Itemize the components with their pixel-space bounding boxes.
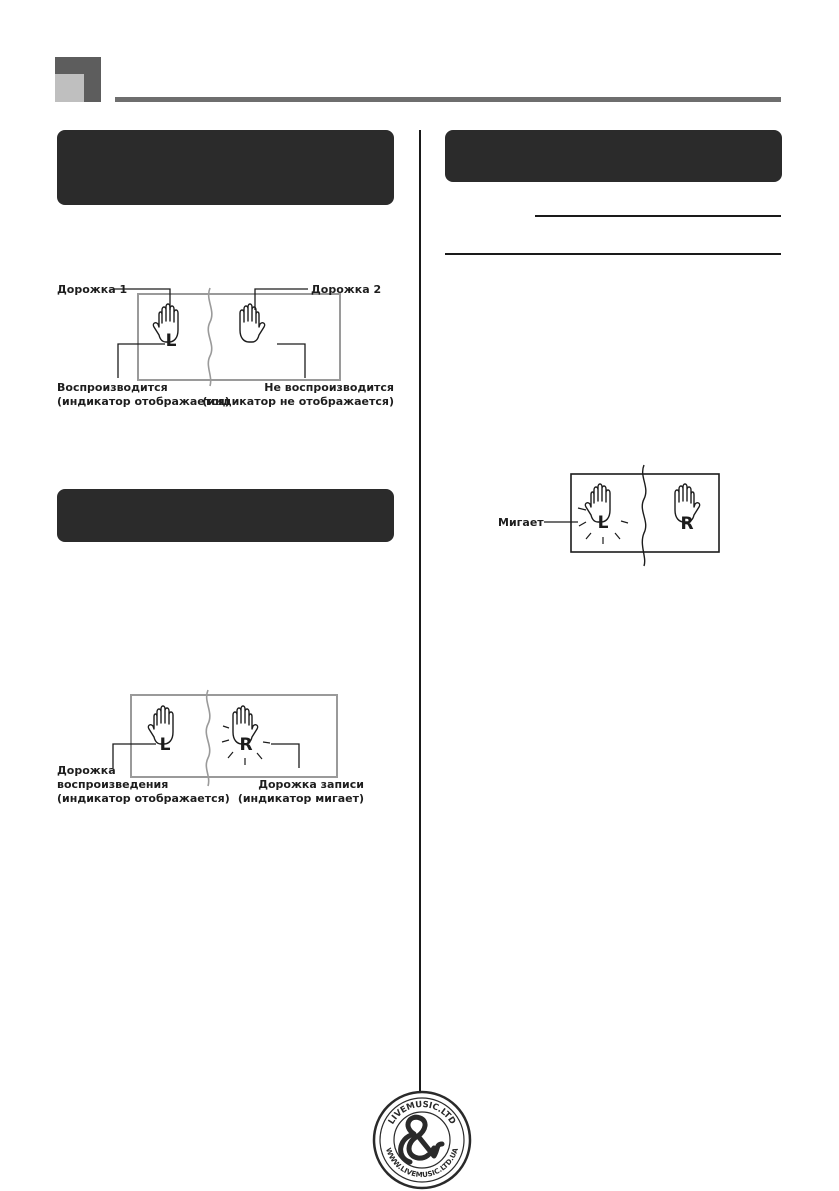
leader-record	[271, 744, 299, 768]
hand-letter-r: R	[680, 514, 694, 534]
wavy-separator	[642, 465, 646, 566]
track1-label: Дорожка 1	[57, 283, 128, 296]
hand-letter-l: L	[597, 513, 609, 533]
right-hand-icon	[240, 304, 265, 342]
hand-letter-l: L	[159, 735, 171, 755]
playback-label-line3: (индикатор отображается)	[57, 792, 230, 805]
leader-playing	[118, 344, 165, 378]
playback-label-line1: Дорожка	[57, 764, 116, 777]
wavy-separator	[208, 288, 212, 386]
section-title-bar-2	[57, 489, 394, 542]
leader-track2	[255, 289, 308, 310]
blink-label: Мигает	[498, 516, 544, 529]
section-title-bar-1	[57, 130, 394, 205]
header-square-light	[55, 74, 84, 102]
not-playing-label-line1: Не воспроизводится	[264, 381, 394, 394]
right-column-rule-short	[535, 215, 781, 217]
record-label-line1: Дорожка записи	[258, 778, 364, 791]
section-title-bar-3	[445, 130, 782, 182]
livemusic-watermark-seal	[372, 1090, 472, 1190]
watermark-bottom-text: WWW.LIVEMUSIC.LTD.UA	[383, 1146, 460, 1180]
column-divider	[419, 130, 421, 1095]
hand-letter-l: L	[165, 331, 177, 351]
leader-not-playing	[277, 344, 305, 378]
header-rule	[115, 97, 781, 102]
record-label-line2: (индикатор мигает)	[237, 792, 364, 805]
track2-label: Дорожка 2	[311, 283, 382, 296]
playing-label-line1: Воспроизводится	[57, 381, 168, 394]
playing-label-line2: (индикатор отображается)	[57, 395, 230, 408]
right-column-rule-long	[445, 253, 781, 255]
hand-letter-r: R	[239, 735, 253, 755]
leader-playback	[113, 744, 156, 768]
not-playing-label-line2: (индикатор не отображается)	[202, 395, 394, 408]
wavy-separator	[206, 690, 210, 786]
playback-label-line2: воспроизведения	[57, 778, 169, 791]
watermark-top-text: LIVEMUSIC.LTD	[386, 1099, 458, 1127]
